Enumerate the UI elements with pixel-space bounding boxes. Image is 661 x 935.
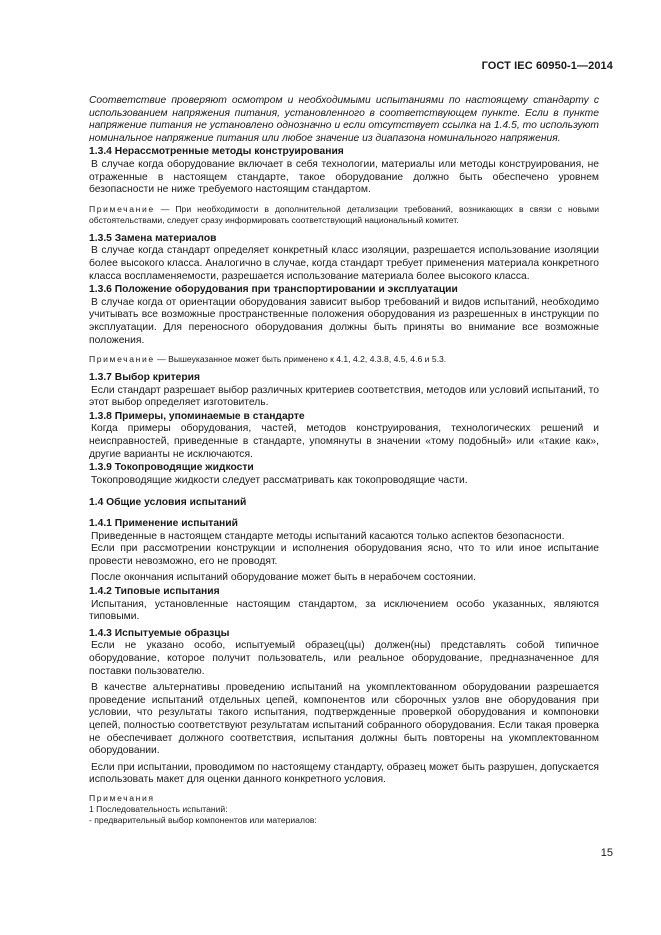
section-1-4-3-paragraph: Если при испытании, проводимом по настоящему стандарту, образец может быть разрушен, допускается использовать макет для оценки данного конкретного условия.: [89, 761, 599, 786]
compliance-italic-paragraph: Соответствие проверяют осмотром и необходимыми испытаниями по настоящему стандарту с использованием напряжения питания, установленного в соответствующем пункте. Если в пункте напряжение питания не установлено однозначно и если отсутствует ссылка на 1.4.5, то используют номинальное напряжение питания или любое значение из диапазона номинального напряжения.: [89, 95, 599, 144]
section-1-3-9-heading: 1.3.9 Токопроводящие жидкости: [89, 462, 254, 474]
section-1-3-7-text: Если стандарт разрешает выбор различных критериев соответствия, методов или условий испытаний, то этот выбор определяет изготовитель.: [89, 384, 599, 409]
page-content: [89, 95, 599, 826]
section-1-4-3-heading: 1.4.3 Испытуемые образцы: [89, 627, 230, 639]
page-number: 15: [600, 847, 613, 859]
section-1-3-6-heading: 1.3.6 Положение оборудования при транспортировании и эксплуатации: [89, 284, 458, 296]
section-1-4-2-heading: 1.4.2 Типовые испытания: [89, 586, 220, 597]
section-1-3-4-text: В случае когда оборудование включает в себя технологии, материалы или методы конструирования, не отраженные в настоящем стандарте, такое оборудование должно быть обеспечено уровнем безопасности не ниже требуемого настоящим стандартом.: [89, 158, 599, 196]
section-1-4-2-text: Испытания, установленные настоящим стандартом, за исключением особо указанных, являются типовыми.: [89, 598, 599, 623]
section-1-4-3-paragraph: В качестве альтернативы проведению испытаний на укомплектованном оборудовании разрешается проведение испытаний отдельных цепей, компонентов или сборочных узлов вне оборудования при условии, что результаты такого испытания, подтвержденные проверкой оборудования и компоновки цепей, полностью соответствуют результатам испытаний собранного оборудования. Если такая проверка не обеспечивает должного соответствия, испытания должны быть повторены на укомплектованном оборудовании.: [89, 682, 599, 757]
section-1-4-1-paragraph: Приведенные в настоящем стандарте методы испытаний касаются только аспектов безопасности.: [91, 530, 565, 542]
section-1-4-1-paragraph: Если при рассмотрении конструкции и исполнения оборудования ясно, что то или иное испытание провести невозможно, его не проводят.: [89, 543, 599, 567]
notes-label: Примечания: [89, 792, 155, 803]
section-1-3-8-text: Когда примеры оборудования, частей, методов конструирования, технологических решений и неисправностей, приведенные в стандарте, упомянуты в значении «тому подобный» или «такие как», другие варианты не исключаются.: [89, 423, 599, 460]
standard-header: ГОСТ IEC 60950-1—2014: [481, 60, 613, 72]
note-1-item: - предварительный выбор компонентов или материалов:: [89, 814, 317, 825]
section-1-3-9-text: Токопроводящие жидкости следует рассматривать как токопроводящие части.: [91, 474, 468, 486]
section-1-3-6-note: [89, 354, 599, 365]
section-1-4-heading: 1.4 Общие условия испытаний: [89, 497, 247, 509]
section-1-3-5-text: В случае когда стандарт определяет конкретный класс изоляции, разрешается использование изоляции более высокого класса. Аналогично в случае, когда стандарт требует применения материала конкретного класса воспламеняемости, разрешается использование материала более высокого класса.: [89, 245, 599, 282]
note-text: — При необходимости в дополнительной детализации требований, возникающих в связи с новыми обстоятельствами, следует сразу информировать соответствующий национальный комитет.: [89, 203, 599, 225]
note-1: 1 Последовательность испытаний:: [89, 803, 228, 814]
section-1-3-4-note: [89, 204, 599, 226]
section-1-3-5-heading: 1.3.5 Замена материалов: [89, 232, 217, 244]
section-1-4-3-paragraph: Если не указано особо, испытуемый образец(цы) должен(ны) представлять собой типичное оборудование, которое получит пользователь, или реальное оборудование, предназначенное для поставки пользователю.: [89, 640, 599, 677]
notes-block: [89, 793, 599, 826]
section-1-3-4-heading: 1.3.4 Нерассмотренные методы конструирования: [89, 146, 344, 158]
section-1-4-1-paragraph: После окончания испытаний оборудование может быть в нерабочем состоянии.: [91, 572, 476, 584]
note-label: Примечание: [89, 354, 155, 365]
note-label: Примечание: [89, 203, 155, 214]
section-1-3-7-heading: 1.3.7 Выбор критерия: [89, 372, 200, 384]
section-1-3-6-text: В случае когда от ориентации оборудования зависит выбор требований и видов испытаний, необходимо учитывать все возможные пространственные положения оборудования из разрешенных в инструкции по эксплуатации. Для переносного оборудования должны быть приняты во внимание все возможные положения.: [89, 296, 599, 346]
section-1-4-1-heading: 1.4.1 Применение испытаний: [89, 518, 238, 530]
section-1-3-8-heading: 1.3.8 Примеры, упоминаемые в стандарте: [89, 410, 305, 422]
note-text: — Вышеуказанное может быть применено к 4.1, 4.2, 4.3.8, 4.5, 4.6 и 5.3.: [157, 354, 447, 365]
